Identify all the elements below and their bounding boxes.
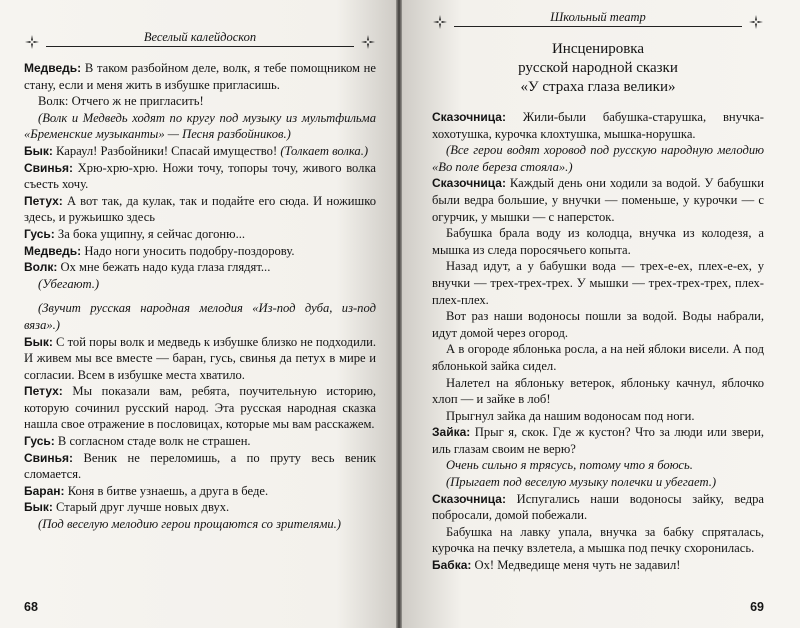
left-page [0, 0, 396, 628]
header-title: Школьный театр [550, 10, 646, 24]
speaker-name: Медведь: [24, 61, 82, 75]
paragraph [432, 375, 764, 408]
dialogue-text: Каждый день они ходили за водой. У бабушки были ведра большие, у внучки — поменьше, у курочки — с огурчик, у мышки — с наперсток. [432, 176, 764, 224]
speaker-name: Сказочница: [432, 491, 506, 506]
dialogue-text: Старый друг лучше новых двух. [52, 500, 230, 515]
paragraph [24, 516, 376, 533]
paragraph [24, 243, 376, 260]
stage-direction: (Толкает волка.) [280, 143, 369, 158]
dialogue-text: Прыг я, скок. Где ж кустон? Что за люди или звери, иль глазам своим не верю? [432, 425, 764, 456]
speaker-name: Волк: [24, 260, 58, 275]
speaker-name: Бык: [24, 143, 53, 158]
stage-direction: Очень сильно я трясусь, потому что я боюсь. [446, 458, 693, 473]
dialogue-text: В согласном стаде волк не страшен. [54, 434, 251, 449]
dialogue-text: Надо ноги уносить подобру-поздорову. [81, 243, 295, 258]
speaker-name: Медведь: [24, 243, 82, 258]
dialogue-text: Ох! Медведище меня чуть не задавил! [471, 558, 681, 573]
paragraph [432, 175, 764, 225]
paragraph [24, 93, 376, 110]
dialogue-text: Мы показали вам, ребята, поучительную историю, которую сочинил русский народ. Эта русская народная сказка нашла свое отражение в пословицах, которые мы вам расскажем. [24, 384, 376, 432]
paragraph [24, 483, 376, 500]
right-running-header [432, 10, 764, 32]
dialogue-text: Назад идут, а у бабушки вода — трех-е-ех, плех-е-ех, у внучки — трех-трех-трех. У мышки — трех-трех-трех, плех-плех-плех. [432, 259, 764, 307]
dialogue-text: Караул! Разбойники! Спасай имущество! [52, 143, 281, 158]
paragraph [432, 408, 764, 425]
dialogue-text: Прыгнул зайка да нашим водоносам под ноги. [446, 408, 695, 423]
dialogue-text: Налетел на яблоньку ветерок, яблоньку качнул, яблочко хлоп — и зайке в лоб! [432, 375, 764, 407]
stage-direction: (Волк и Медведь ходят по кругу под музыку из мультфильма «Бременские музыканты» — Песня разбойников.) [24, 110, 376, 142]
speaker-name: Свинья: [24, 160, 74, 175]
dialogue-text: В таком разбойном деле, волк, я тебе помощником не стану, если и меня жить в избушке пригласишь. [24, 61, 376, 92]
header-rule [454, 26, 742, 27]
left-running-header [24, 30, 376, 52]
stage-direction: (Прыгает под веселую музыку полечки и убегает.) [446, 475, 717, 490]
page-number: 69 [750, 600, 764, 614]
paragraph [432, 474, 764, 491]
dialogue-text: Ох мне бежать надо куда глаза глядят... [57, 260, 271, 275]
play-title-line: русской народной сказки [518, 60, 678, 76]
paragraph [432, 524, 764, 557]
paragraph [24, 259, 376, 276]
dialogue-text: Хрю-хрю-хрю. Ножи точу, топоры точу, живого волка съесть хочу. [24, 160, 376, 192]
speaker-name: Бабка: [432, 558, 472, 573]
speaker-name: Гусь: [24, 434, 55, 449]
speaker-name: Гусь: [24, 226, 55, 241]
speaker-name: Сказочница: [432, 110, 506, 124]
paragraph [24, 160, 376, 193]
paragraph [432, 341, 764, 374]
speaker-name: Зайка: [432, 425, 471, 440]
speaker-name: Петух: [24, 193, 63, 208]
paragraph [24, 450, 376, 483]
left-page-text [24, 60, 376, 533]
ornament-icon [360, 34, 376, 50]
paragraph [24, 433, 376, 450]
right-page [402, 0, 800, 628]
paragraph [24, 193, 376, 226]
paragraph [24, 334, 376, 384]
stage-direction: (Звучит русская народная мелодия «Из-под дуба, из-под вяза».) [24, 301, 376, 332]
play-title-line: Инсценировка [551, 41, 645, 57]
stage-direction: (Под веселую мелодию герои прощаются со зрителями.) [38, 517, 341, 532]
speaker-name: Баран: [24, 483, 65, 498]
dialogue-text: Веник не переломишь, а по пруту весь веник сломается. [24, 450, 376, 482]
dialogue-text: С той поры волк и медведь к избушке близко не подходили. И живем мы все вместе — баран, гусь, свинья да петух в мире и согласии. Всем в избушке места хватило. [24, 334, 376, 382]
paragraph [24, 276, 376, 293]
stage-direction: (Убегают.) [38, 276, 100, 291]
paragraph [24, 226, 376, 243]
paragraph [432, 491, 764, 524]
paragraph [24, 143, 376, 160]
right-page-text [432, 109, 764, 574]
paragraph [24, 60, 376, 93]
dialogue-text: А в огороде яблонька росла, а на ней яблоки висели. А под яблонькой зайка сидел. [432, 342, 764, 373]
paragraph [432, 457, 764, 474]
dialogue-text: Волк: Отчего ж не пригласить! [38, 94, 204, 109]
dialogue-text: Бабушка на лавку упала, внучка за бабку спряталась, курочка на печку взлетела, а мышка под печку схоронилась. [432, 524, 764, 556]
paragraph [24, 383, 376, 433]
header-title: Веселый калейдоскоп [143, 30, 257, 44]
play-title [432, 40, 764, 97]
stage-direction: (Все герои водят хоровод под русскую народную мелодию «Во поле береза стояла».) [432, 143, 764, 174]
paragraph [432, 258, 764, 308]
dialogue-text: Жили-были бабушка-старушка, внучка-хохотушка, курочка клохтушка, мышка-норушка. [432, 110, 764, 141]
speaker-name: Петух: [24, 384, 63, 399]
dialogue-text: А вот так, да кулак, так и подайте его сюда. И ножишко здесь, и ружьишко здесь [24, 193, 376, 225]
dialogue-text: Бабушка брала воду из колодца, внучка из колодезя, а мышка из следа поросячьего копыта. [432, 226, 764, 257]
paragraph [432, 142, 764, 175]
play-title-line: «У страха глаза велики» [520, 79, 676, 95]
paragraph [432, 424, 764, 457]
paragraph [432, 225, 764, 258]
paragraph [432, 557, 764, 574]
paragraph [24, 499, 376, 516]
header-rule [46, 46, 354, 47]
paragraph [24, 110, 376, 143]
page-number: 68 [24, 600, 38, 614]
speaker-name: Бык: [24, 334, 53, 349]
speaker-name: Свинья: [24, 450, 74, 465]
speaker-name: Сказочница: [432, 176, 506, 191]
dialogue-text: Коня в битве узнаешь, а друга в беде. [64, 483, 269, 498]
paragraph [432, 109, 764, 142]
paragraph [24, 300, 376, 333]
dialogue-text: Испугались наши водоносы зайку, ведра побросали, домой побежали. [432, 491, 764, 523]
dialogue-text: Вот раз наши водоносы пошли за водой. Воды набрали, идут домой через огород. [432, 309, 764, 340]
dialogue-text: За бока ущипну, я сейчас догоню... [54, 226, 246, 241]
speaker-name: Бык: [24, 500, 53, 515]
paragraph [432, 308, 764, 341]
ornament-icon [748, 14, 764, 30]
